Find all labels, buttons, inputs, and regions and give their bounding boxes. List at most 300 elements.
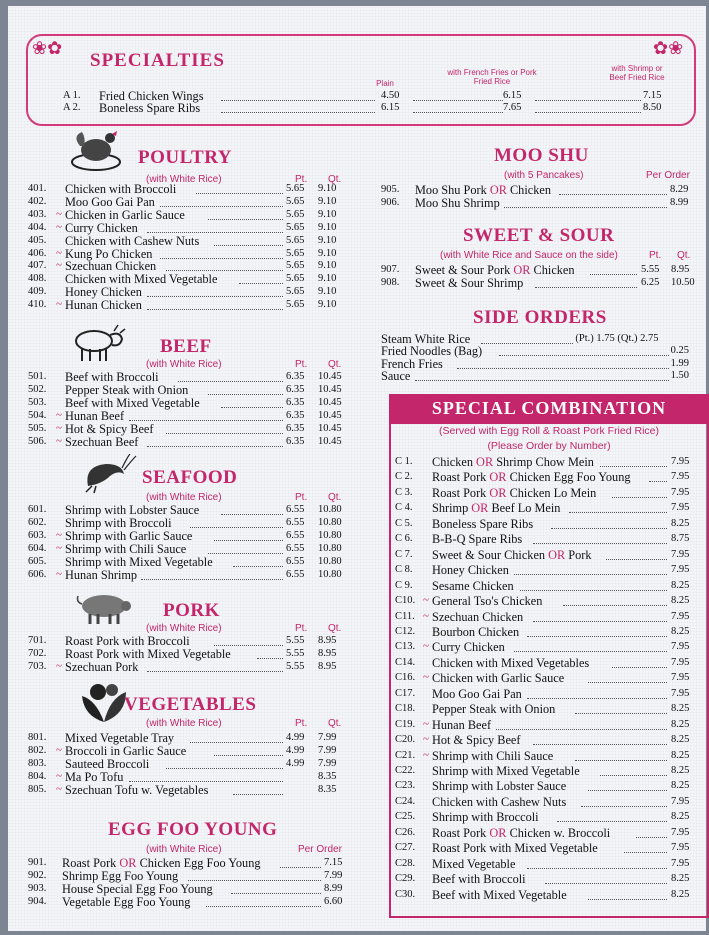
item-number: C16. — [395, 672, 416, 684]
combination-item — [395, 610, 700, 624]
item-name: Fried Noodles (Bag) — [381, 344, 483, 359]
moo-shu-item — [381, 183, 701, 197]
item-number: 407. — [28, 260, 47, 272]
item-name: Shrimp with Lobster Sauce — [65, 503, 200, 517]
combination-item — [395, 764, 700, 778]
or-connector: OR — [468, 501, 492, 516]
leader-dots — [190, 516, 283, 528]
item-number: C 4. — [395, 502, 413, 514]
pork-item — [28, 634, 358, 648]
price: 7.95 — [671, 456, 690, 467]
leader-dots — [208, 542, 283, 554]
item-number: 405. — [28, 234, 47, 246]
leader-dots — [208, 383, 283, 395]
leader-dots — [413, 101, 503, 113]
price: 8.25 — [671, 595, 690, 607]
beef-item — [28, 396, 358, 410]
menu-page — [8, 6, 706, 931]
price-quart: 7.99 — [318, 757, 337, 769]
hot-pepper-icon: ~ — [423, 609, 429, 622]
item-name: Shrimp with Broccoli — [65, 515, 172, 530]
hot-pepper-icon: ~ — [56, 567, 62, 580]
item-name: Chicken in Garlic Sauce — [65, 207, 185, 222]
vegetables-col-pt: Pt. — [295, 718, 308, 729]
item-number: C 7. — [395, 548, 413, 560]
item-name: Sauteed Broccoli — [65, 756, 150, 771]
leader-dots — [569, 501, 667, 513]
item-name: Hot & Spicy Beef — [65, 421, 154, 436]
combination-title: SPECIAL COMBINATION — [389, 394, 709, 422]
price-quart: 9.10 — [318, 299, 337, 311]
price: 8.25 — [671, 888, 690, 900]
item-name: Ma Po Tofu — [65, 769, 124, 784]
item-name: Roast Pork with Mixed Vegetable — [432, 841, 598, 856]
leader-dots — [535, 89, 641, 101]
item-name: Chicken with Cashew Nuts — [65, 233, 200, 248]
hot-pepper-icon: ~ — [56, 769, 62, 782]
item-name: Shrimp with Broccoli — [432, 810, 539, 825]
price-pint: 4.99 — [286, 757, 305, 769]
item-name: Shrimp with Chili Sauce — [65, 541, 187, 556]
item-name: Steam White Rice — [381, 332, 471, 346]
item-name: Mixed Vegetable — [432, 856, 516, 871]
hot-pepper-icon: ~ — [56, 207, 62, 220]
item-number: 504. — [28, 409, 47, 421]
specialties-col-shrimp: with Shrimp or Beef Fried Rice — [609, 64, 665, 82]
leader-dots — [624, 841, 667, 853]
price: 8.25 — [671, 718, 690, 730]
hot-pepper-icon: ~ — [56, 782, 62, 795]
item-name: Sesame Chicken — [432, 578, 514, 593]
leader-dots — [600, 455, 667, 467]
item-name: Roast Pork OR Chicken Egg Foo Young — [62, 856, 261, 870]
price-pint: 6.35 — [286, 422, 305, 434]
item-number: C25. — [395, 811, 416, 823]
item-name: Shrimp with Lobster Sauce — [432, 779, 567, 794]
item-number: 703. — [28, 660, 47, 672]
combination-item — [395, 625, 700, 639]
price: 7.95 — [671, 471, 690, 483]
or-connector: OR — [510, 263, 534, 277]
item-number: C 2. — [395, 471, 413, 483]
item-name: Boneless Spare Ribs — [432, 516, 534, 531]
or-connector: OR — [486, 485, 510, 500]
price: 8.25 — [671, 517, 690, 529]
specialties-title: SPECIALTIES — [90, 50, 225, 71]
price-quart: 10.80 — [318, 555, 342, 567]
or-connector: OR — [486, 825, 510, 840]
item-number: C20. — [395, 734, 416, 746]
leader-dots — [588, 671, 668, 683]
item-number: 605. — [28, 555, 47, 567]
sweet-sour-item — [381, 263, 701, 277]
item-number: C18. — [395, 703, 416, 715]
leader-dots — [231, 882, 321, 894]
price-order: 7.99 — [324, 870, 343, 881]
item-name: Shrimp with Mixed Vegetable — [432, 764, 580, 778]
price-pint: 6.55 — [286, 555, 305, 567]
leader-dots — [533, 610, 667, 622]
item-name: Moo Shu Pork OR Chicken — [415, 183, 551, 197]
leader-dots — [208, 208, 283, 220]
or-connector: OR — [486, 470, 510, 485]
leader-dots — [188, 869, 321, 881]
item-name: Chicken with Garlic Sauce — [432, 671, 565, 686]
combination-item — [395, 656, 700, 670]
item-name: Szechuan Chicken — [432, 609, 524, 624]
price-fries: 7.65 — [503, 102, 522, 113]
vegetables-item — [28, 770, 358, 784]
price: 7.95 — [671, 857, 690, 869]
price: 0.25 — [670, 345, 689, 357]
shrimp-icon — [78, 454, 138, 494]
price-pint: 6.35 — [286, 409, 305, 421]
egg-foo-young-item — [28, 856, 358, 870]
beef-col-qt: Qt. — [328, 359, 342, 370]
leader-dots — [147, 285, 283, 297]
price-quart: 10.80 — [318, 504, 342, 515]
price-pint: 5.55 — [641, 264, 660, 275]
hot-pepper-icon: ~ — [56, 743, 62, 756]
leader-dots — [214, 529, 283, 541]
price-shrimp: 8.50 — [643, 102, 662, 113]
leader-dots — [233, 555, 283, 567]
moo-shu-subtitle: (with 5 Pancakes) — [504, 170, 584, 181]
leader-dots — [196, 182, 283, 194]
price: 7.95 — [671, 656, 690, 668]
leader-dots — [415, 369, 669, 381]
cow-icon — [70, 321, 126, 363]
price-quart: 10.80 — [318, 529, 342, 541]
item-name: General Tso's Chicken — [432, 594, 543, 609]
leader-dots — [166, 422, 283, 434]
price-quart: 9.10 — [318, 183, 337, 194]
combination-item — [395, 779, 700, 793]
price: 7.95 — [671, 641, 690, 653]
poultry-item — [28, 298, 358, 312]
item-name: Sweet & Sour Chicken OR Pork — [432, 547, 592, 562]
pig-icon — [76, 590, 136, 626]
item-name: Beef with Broccoli — [432, 872, 526, 887]
combination-item — [395, 872, 700, 886]
combination-item — [395, 563, 700, 577]
hot-pepper-icon: ~ — [423, 671, 429, 684]
hot-pepper-icon: ~ — [56, 259, 62, 272]
poultry-subtitle: (with White Rice) — [146, 174, 222, 185]
or-connector: OR — [116, 856, 140, 870]
combination-item — [395, 687, 700, 701]
price-pint: 6.55 — [286, 529, 305, 541]
item-number: C28. — [395, 857, 416, 869]
seafood-item — [28, 555, 358, 569]
item-name: Sauce — [381, 368, 411, 383]
price-quart: 10.45 — [318, 435, 342, 447]
price-quart: 8.95 — [318, 635, 337, 646]
item-number: 501. — [28, 371, 47, 382]
price: 7.95 — [671, 842, 690, 854]
item-number: 409. — [28, 286, 47, 298]
item-number: A 1. — [63, 90, 81, 101]
item-number: 503. — [28, 396, 47, 408]
price-pint: 6.25 — [641, 277, 660, 288]
leader-dots — [129, 409, 283, 421]
item-number: C10. — [395, 595, 416, 607]
item-number: C29. — [395, 873, 416, 885]
price-pint: 5.65 — [286, 208, 305, 220]
price-order: 7.15 — [324, 857, 343, 868]
item-number: 907. — [381, 264, 400, 275]
price-quart: 9.10 — [318, 247, 337, 259]
leader-dots — [147, 435, 283, 447]
price-quart: 10.80 — [318, 516, 342, 528]
leader-dots — [527, 687, 668, 699]
leader-dots — [239, 272, 283, 284]
item-number: C 6. — [395, 533, 413, 545]
item-number: 606. — [28, 568, 47, 580]
price-pint: 4.99 — [286, 744, 305, 756]
item-name: Pepper Steak with Onion — [432, 702, 556, 717]
poultry-item — [28, 247, 358, 261]
combination-item — [395, 455, 700, 469]
price-shrimp: 7.15 — [643, 90, 662, 101]
leader-dots — [221, 101, 375, 113]
poultry-item — [28, 272, 358, 286]
price: 8.25 — [671, 625, 690, 637]
price: (Pt.) 1.75 (Qt.) 2.75 — [575, 333, 659, 344]
egg-foo-young-subtitle: (with White Rice) — [146, 844, 222, 855]
price-pint: 6.55 — [286, 504, 305, 515]
seafood-item — [28, 542, 358, 556]
or-connector: OR — [486, 183, 510, 197]
leader-dots — [166, 259, 283, 271]
hot-pepper-icon: ~ — [423, 640, 429, 653]
item-name: Hot & Spicy Beef — [432, 733, 521, 748]
price-quart: 10.45 — [318, 409, 342, 421]
leader-dots — [649, 470, 668, 482]
hot-pepper-icon: ~ — [56, 220, 62, 233]
item-name: Chicken with Mixed Vegetable — [65, 272, 218, 287]
poultry-title: POULTRY — [138, 147, 232, 168]
item-number: 804. — [28, 770, 47, 782]
combination-item — [395, 640, 700, 654]
combination-item — [395, 671, 700, 685]
pork-col-pt: Pt. — [295, 623, 308, 634]
price-quart: 9.10 — [318, 221, 337, 233]
price-pint: 5.65 — [286, 286, 305, 298]
poultry-item — [28, 195, 358, 209]
item-name: Shrimp with Garlic Sauce — [65, 528, 193, 543]
price-quart: 9.10 — [318, 195, 337, 207]
item-name: Hunan Beef — [432, 717, 492, 732]
vegetables-item — [28, 731, 358, 745]
item-number: C 1. — [395, 456, 413, 467]
leader-dots — [147, 221, 283, 233]
beef-item — [28, 435, 358, 449]
hot-pepper-icon: ~ — [56, 298, 62, 311]
item-name: B-B-Q Spare Ribs — [432, 532, 523, 547]
item-name: Hunan Shrimp — [65, 567, 138, 582]
price: 8.25 — [671, 780, 690, 792]
item-name: Fried Chicken Wings — [99, 89, 204, 103]
leader-dots — [551, 517, 667, 529]
item-name: Shrimp OR Beef Lo Mein — [432, 501, 561, 516]
price-order: 8.29 — [670, 184, 689, 195]
item-number: 406. — [28, 247, 47, 259]
item-number: C23. — [395, 780, 416, 792]
leader-dots — [160, 247, 284, 259]
price-order: 6.60 — [324, 896, 343, 907]
hot-pepper-icon: ~ — [423, 733, 429, 746]
seafood-col-qt: Qt. — [328, 492, 342, 503]
egg-foo-young-item — [28, 882, 358, 896]
price-pint: 5.65 — [286, 221, 305, 233]
item-number: 404. — [28, 221, 47, 233]
item-name: Honey Chicken — [65, 285, 142, 300]
item-number: C11. — [395, 610, 415, 622]
price-pint: 5.65 — [286, 273, 305, 285]
price-quart: 9.10 — [318, 234, 337, 246]
item-name: Shrimp Egg Foo Young — [62, 869, 179, 883]
item-number: C30. — [395, 888, 416, 900]
item-number: C14. — [395, 656, 416, 668]
leader-dots — [557, 810, 667, 822]
price: 7.95 — [671, 610, 690, 622]
pork-subtitle: (with White Rice) — [146, 623, 222, 634]
poultry-item — [28, 234, 358, 248]
side-orders-title: SIDE ORDERS — [473, 307, 607, 328]
item-number: 604. — [28, 542, 47, 554]
item-name: Moo Shu Shrimp — [415, 196, 500, 210]
combination-item — [395, 718, 700, 732]
hot-pepper-icon: ~ — [56, 434, 62, 447]
pork-item — [28, 647, 358, 661]
sweet-sour-item — [381, 276, 701, 290]
price: 7.95 — [671, 486, 690, 498]
hot-pepper-icon: ~ — [423, 594, 429, 607]
item-name: Kung Po Chicken — [65, 246, 153, 261]
item-number: 906. — [381, 197, 400, 208]
item-number: 902. — [28, 870, 47, 881]
item-name: Chicken with Broccoli — [65, 182, 177, 196]
leader-dots — [606, 548, 667, 560]
sweet-sour-title: SWEET & SOUR — [463, 225, 615, 246]
item-name: Roast Pork OR Chicken Lo Mein — [432, 485, 597, 500]
item-number: 402. — [28, 195, 47, 207]
price-pint: 5.65 — [286, 195, 305, 207]
price-quart: 10.80 — [318, 542, 342, 554]
hot-pepper-icon: ~ — [56, 528, 62, 541]
leader-dots — [588, 888, 668, 900]
price-quart: 8.95 — [318, 647, 337, 659]
specialty-item — [63, 101, 683, 115]
item-name: Beef with Mixed Vegetable — [65, 395, 200, 410]
combination-note: (Please Order by Number) — [487, 440, 611, 452]
leader-dots — [514, 563, 667, 575]
beef-title: BEEF — [160, 336, 212, 357]
sweet-sour-col-qt: Qt. — [677, 250, 691, 261]
price-quart: 10.45 — [318, 383, 342, 395]
leader-dots — [535, 101, 641, 113]
price-pint: 6.35 — [286, 396, 305, 408]
specialties-col-plain: Plain — [376, 79, 394, 88]
item-number: 802. — [28, 744, 47, 756]
chicken-icon — [68, 128, 124, 174]
leader-dots — [563, 594, 667, 606]
vegetables-item — [28, 744, 358, 758]
leader-dots — [413, 89, 503, 101]
item-number: 401. — [28, 183, 47, 194]
beef-item — [28, 370, 358, 384]
item-number: 801. — [28, 732, 47, 743]
price-quart: 8.35 — [318, 783, 337, 795]
price-pint: 4.99 — [286, 732, 305, 743]
leader-dots — [527, 625, 668, 637]
item-number: 602. — [28, 516, 47, 528]
leader-dots — [533, 532, 667, 544]
hot-pepper-icon: ~ — [56, 421, 62, 434]
leader-dots — [481, 332, 573, 344]
price: 8.25 — [671, 749, 690, 761]
price-quart: 9.10 — [318, 260, 337, 272]
item-number: 903. — [28, 883, 47, 894]
price-pint: 6.35 — [286, 435, 305, 447]
leader-dots — [221, 89, 375, 101]
beef-item — [28, 409, 358, 423]
price-order: 8.99 — [670, 197, 689, 208]
vegetables-title: VEGETABLES — [124, 694, 257, 715]
item-number: 701. — [28, 635, 47, 646]
beef-item — [28, 422, 358, 436]
price: 8.25 — [671, 765, 690, 776]
egg-foo-young-item — [28, 869, 358, 883]
leader-dots — [214, 634, 283, 646]
leader-dots — [612, 486, 667, 498]
item-number: C27. — [395, 842, 416, 854]
price-pint: 6.55 — [286, 542, 305, 554]
combination-item — [395, 579, 700, 593]
item-name: Roast Pork with Mixed Vegetable — [65, 646, 231, 661]
item-number: 601. — [28, 504, 47, 515]
price-pint: 6.35 — [286, 371, 305, 382]
price-pint: 5.65 — [286, 234, 305, 246]
price-plain: 4.50 — [381, 90, 400, 101]
combination-item — [395, 749, 700, 763]
egg-foo-young-col-order: Per Order — [298, 844, 342, 855]
hot-pepper-icon: ~ — [56, 541, 62, 554]
leader-dots — [147, 298, 283, 310]
floral-ornament-icon: ❀✿ — [32, 38, 63, 58]
combination-item — [395, 470, 700, 484]
price: 7.95 — [671, 795, 690, 807]
price: 1.99 — [670, 357, 689, 369]
poultry-item — [28, 182, 358, 196]
item-number: 408. — [28, 273, 47, 285]
combination-item — [395, 594, 700, 608]
moo-shu-col-order: Per Order — [646, 170, 690, 181]
item-name: Vegetable Egg Foo Young — [62, 895, 191, 909]
combination-item — [395, 702, 700, 716]
item-number: 603. — [28, 529, 47, 541]
item-number: C12. — [395, 625, 416, 637]
leader-dots — [559, 183, 667, 195]
item-name: Chicken with Cashew Nuts — [432, 794, 567, 809]
item-number: 410. — [28, 299, 47, 311]
moo-shu-title: MOO SHU — [494, 145, 589, 166]
item-name: Beef with Mixed Vegetable — [432, 887, 567, 902]
poultry-col-qt: Qt. — [328, 174, 342, 185]
item-name: Bourbon Chicken — [432, 624, 520, 639]
item-number: C19. — [395, 718, 416, 730]
